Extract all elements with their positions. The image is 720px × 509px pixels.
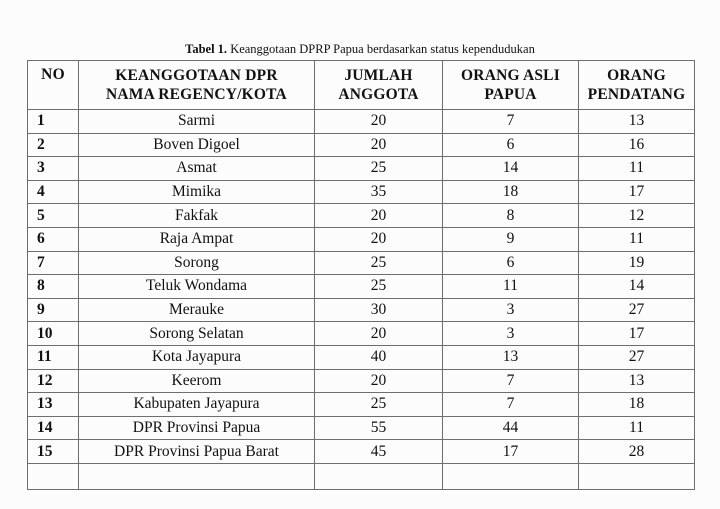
- cell-jumlah: 25: [315, 251, 443, 275]
- cell-name: DPR Provinsi Papua Barat: [79, 440, 315, 464]
- table-row: [28, 416, 695, 440]
- cell-jumlah: 25: [315, 275, 443, 299]
- cell-jumlah: 20: [315, 110, 443, 134]
- table-row: [28, 275, 695, 299]
- cell-asli: 44: [443, 416, 579, 440]
- cell-jumlah: 20: [315, 133, 443, 157]
- table-caption: [0, 41, 720, 57]
- cell-jumlah: 20: [315, 322, 443, 346]
- cell-name: Teluk Wondama: [79, 275, 315, 299]
- cell-name: DPR Provinsi Papua: [79, 416, 315, 440]
- cell-asli: 11: [443, 275, 579, 299]
- empty-cell: [443, 463, 579, 489]
- cell-jumlah: 55: [315, 416, 443, 440]
- header-pendatang: ORANG PENDATANG: [579, 61, 695, 110]
- cell-pendatang: 11: [579, 227, 695, 251]
- cell-no: 4: [28, 180, 79, 204]
- cell-name: Kota Jayapura: [79, 345, 315, 369]
- cell-no: 12: [28, 369, 79, 393]
- cell-jumlah: 45: [315, 440, 443, 464]
- cell-name: Merauke: [79, 298, 315, 322]
- cell-pendatang: 27: [579, 345, 695, 369]
- table-row: [28, 345, 695, 369]
- cell-jumlah: 35: [315, 180, 443, 204]
- cell-name: Mimika: [79, 180, 315, 204]
- empty-row: [28, 463, 695, 489]
- cell-asli: 7: [443, 369, 579, 393]
- cell-name: Sarmi: [79, 110, 315, 134]
- cell-pendatang: 19: [579, 251, 695, 275]
- cell-pendatang: 13: [579, 369, 695, 393]
- cell-pendatang: 17: [579, 322, 695, 346]
- cell-no: 11: [28, 345, 79, 369]
- table-row: [28, 204, 695, 228]
- table-body: [28, 110, 695, 490]
- cell-name: Raja Ampat: [79, 227, 315, 251]
- cell-jumlah: 30: [315, 298, 443, 322]
- cell-name: Keerom: [79, 369, 315, 393]
- cell-jumlah: 20: [315, 369, 443, 393]
- cell-pendatang: 14: [579, 275, 695, 299]
- cell-jumlah: 20: [315, 204, 443, 228]
- table-row: [28, 322, 695, 346]
- empty-cell: [28, 463, 79, 489]
- cell-no: 10: [28, 322, 79, 346]
- cell-asli: 7: [443, 110, 579, 134]
- empty-cell: [79, 463, 315, 489]
- cell-pendatang: 18: [579, 393, 695, 417]
- empty-cell: [579, 463, 695, 489]
- header-asli: ORANG ASLI PAPUA: [443, 61, 579, 110]
- cell-asli: 8: [443, 204, 579, 228]
- cell-name: Sorong Selatan: [79, 322, 315, 346]
- cell-pendatang: 27: [579, 298, 695, 322]
- cell-no: 1: [28, 110, 79, 134]
- cell-pendatang: 11: [579, 416, 695, 440]
- cell-pendatang: 13: [579, 110, 695, 134]
- cell-pendatang: 16: [579, 133, 695, 157]
- cell-asli: 3: [443, 298, 579, 322]
- cell-no: 6: [28, 227, 79, 251]
- table-row: [28, 110, 695, 134]
- cell-no: 15: [28, 440, 79, 464]
- cell-name: Fakfak: [79, 204, 315, 228]
- cell-asli: 13: [443, 345, 579, 369]
- cell-asli: 6: [443, 133, 579, 157]
- cell-no: 8: [28, 275, 79, 299]
- cell-pendatang: 12: [579, 204, 695, 228]
- header-row: [28, 61, 695, 110]
- caption-text: Keanggotaan DPRP Papua berdasarkan status kependudukan: [227, 42, 535, 56]
- cell-asli: 17: [443, 440, 579, 464]
- cell-pendatang: 28: [579, 440, 695, 464]
- header-name: KEANGGOTAAN DPR NAMA REGENCY/KOTA: [79, 61, 315, 110]
- table-row: [28, 298, 695, 322]
- cell-asli: 14: [443, 157, 579, 181]
- cell-name: Asmat: [79, 157, 315, 181]
- cell-jumlah: 25: [315, 157, 443, 181]
- cell-no: 2: [28, 133, 79, 157]
- cell-no: 13: [28, 393, 79, 417]
- cell-no: 7: [28, 251, 79, 275]
- caption-label: Tabel 1.: [185, 42, 228, 56]
- table-row: [28, 227, 695, 251]
- cell-no: 9: [28, 298, 79, 322]
- table-row: [28, 369, 695, 393]
- table-row: [28, 133, 695, 157]
- cell-jumlah: 20: [315, 227, 443, 251]
- table-row: [28, 157, 695, 181]
- header-jumlah: JUMLAH ANGGOTA: [315, 61, 443, 110]
- table-row: [28, 440, 695, 464]
- cell-no: 5: [28, 204, 79, 228]
- cell-pendatang: 11: [579, 157, 695, 181]
- cell-name: Sorong: [79, 251, 315, 275]
- cell-asli: 6: [443, 251, 579, 275]
- cell-jumlah: 40: [315, 345, 443, 369]
- cell-asli: 9: [443, 227, 579, 251]
- cell-no: 14: [28, 416, 79, 440]
- cell-pendatang: 17: [579, 180, 695, 204]
- cell-asli: 3: [443, 322, 579, 346]
- empty-cell: [315, 463, 443, 489]
- table-row: [28, 393, 695, 417]
- cell-name: Boven Digoel: [79, 133, 315, 157]
- cell-asli: 7: [443, 393, 579, 417]
- header-no: NO: [28, 61, 79, 110]
- cell-asli: 18: [443, 180, 579, 204]
- table-row: [28, 180, 695, 204]
- table-row: [28, 251, 695, 275]
- membership-table: [27, 60, 695, 490]
- cell-no: 3: [28, 157, 79, 181]
- cell-name: Kabupaten Jayapura: [79, 393, 315, 417]
- cell-jumlah: 25: [315, 393, 443, 417]
